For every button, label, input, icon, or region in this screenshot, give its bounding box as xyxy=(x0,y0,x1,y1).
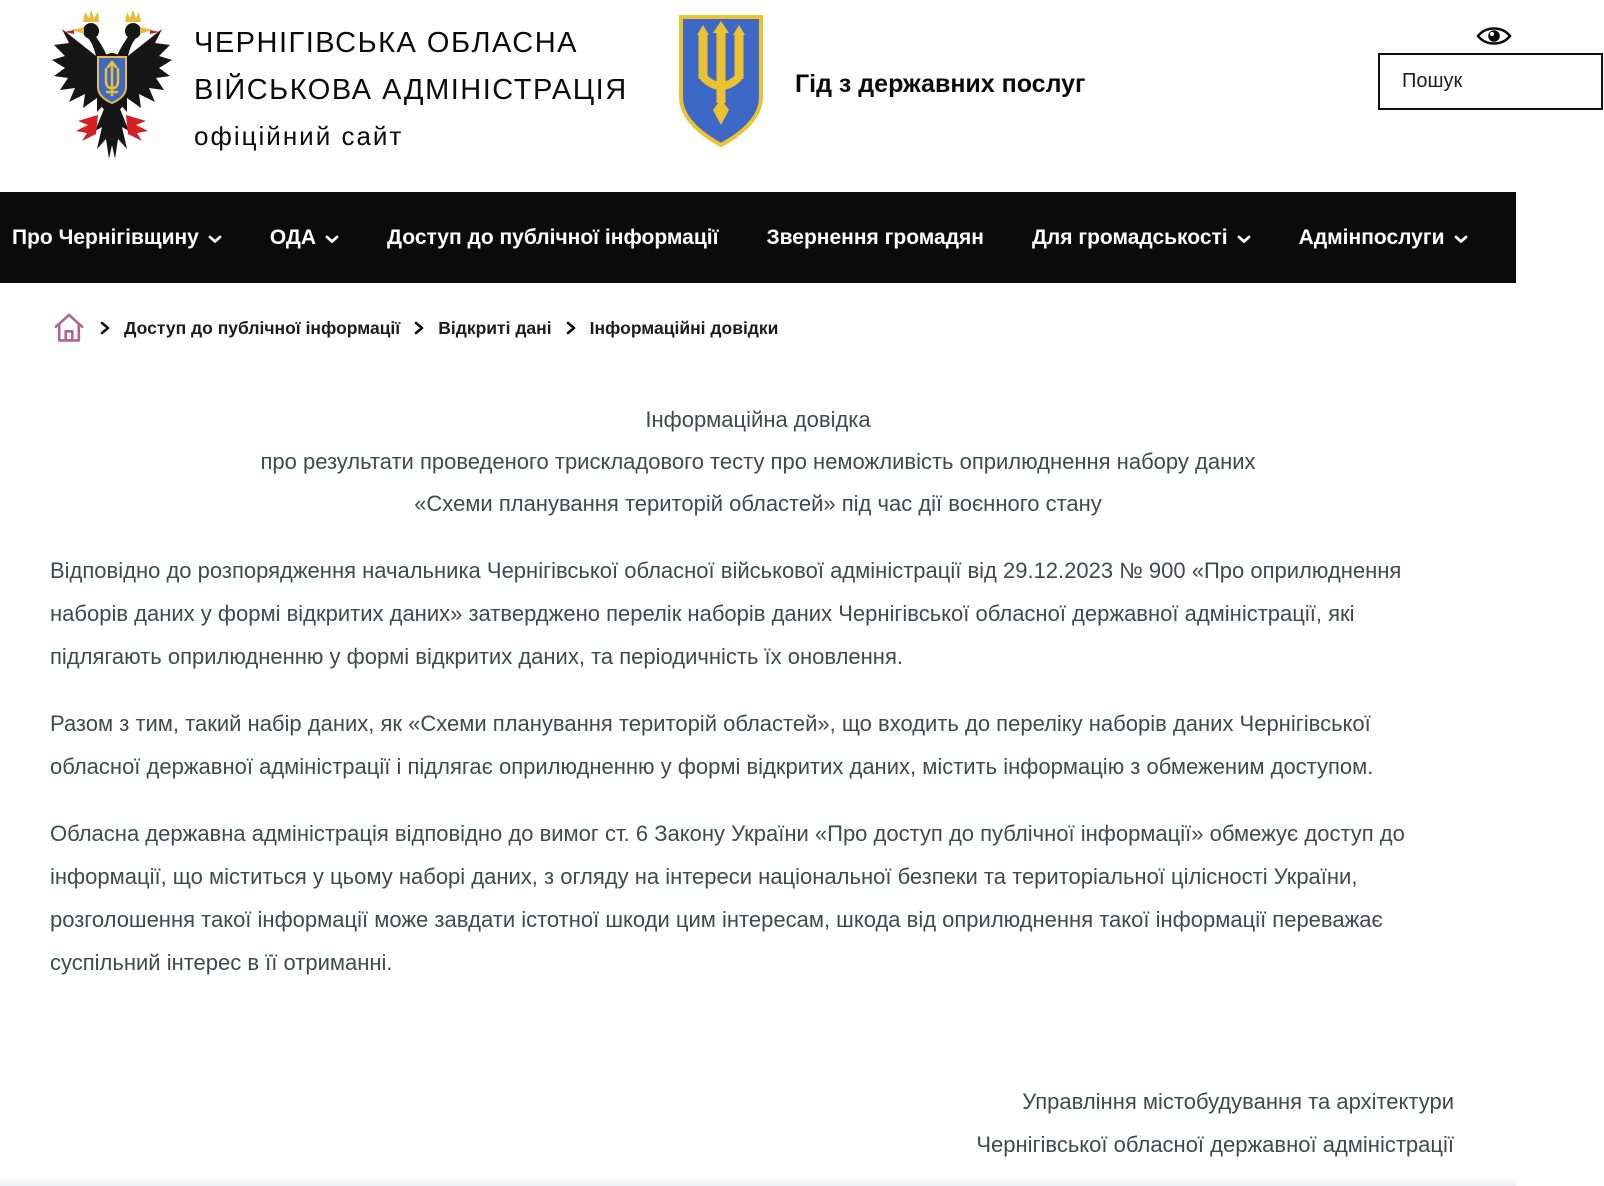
chevron-down-icon xyxy=(325,235,339,244)
home-icon[interactable] xyxy=(52,311,86,345)
site-title-line1: ЧЕРНІГІВСЬКА ОБЛАСНА xyxy=(194,27,578,59)
nav-item-public-information-access[interactable]: Доступ до публічної інформації xyxy=(387,225,719,249)
nav-item-admin-services[interactable]: Адмінпослуги xyxy=(1299,226,1468,250)
chevron-down-icon xyxy=(1454,235,1468,244)
nav-item-for-public[interactable]: Для громадськості xyxy=(1032,226,1251,250)
breadcrumb-information-notes[interactable]: Інформаційні довідки xyxy=(589,317,779,338)
nav-item-sectors[interactable]: Галузеві xyxy=(1515,225,1604,249)
article xyxy=(0,399,1516,1166)
chevron-right-icon xyxy=(566,321,576,335)
site-title-line2: ВІЙСЬКОВА АДМІНІСТРАЦІЯ xyxy=(194,74,628,106)
breadcrumb-open-data[interactable]: Відкриті дані xyxy=(438,317,552,338)
signature-line2: Чернігівської обласної державної адміністрації xyxy=(976,1132,1454,1157)
bottom-edge-divider xyxy=(0,1177,1516,1186)
article-paragraph-3: Обласна державна адміністрація відповідно до вимог ст. 6 Закону України «Про доступ до публічної інформації» обмежує доступ до інформації, що міститься у цьому наборі даних, з огляду на інтереси національної безпеки та територіальної цілісності України, розголошення такої інформації може завдати істотної шкоди цим інтересам, шкода від оприлюднення такої інформації переважає суспільний інтерес в її отриманні. xyxy=(50,821,1405,975)
breadcrumb xyxy=(0,283,1516,347)
ukraine-trident-emblem-icon xyxy=(676,12,766,150)
article-title xyxy=(50,399,1466,525)
chevron-down-icon xyxy=(1237,235,1251,244)
article-paragraph-2: Разом з тим, такий набір даних, як «Схеми планування територій областей», що входить до переліку наборів даних Чернігівської обласної державної адміністрації і підлягає оприлюдненню у формі відкритих даних, містить інформацію з обмеженим доступом. xyxy=(50,711,1374,779)
nav-item-pro-chernihivshchynu[interactable]: Про Чернігівщину xyxy=(12,226,222,250)
nav-item-oda[interactable]: ОДА xyxy=(270,226,339,250)
article-paragraph-1: Відповідно до розпорядження начальника Чернігівської обласної військової адміністрації від 29.12.2023 № 900 «Про оприлюднення наборів даних у формі відкритих даних» затверджено перелік наборів даних Чернігівської обласної державної адміністрації, які підлягають оприлюдненню у формі відкритих даних, та періодичність їх оновлення. xyxy=(50,558,1402,669)
chevron-right-icon xyxy=(100,321,110,335)
article-signature xyxy=(50,1080,1466,1166)
site-header xyxy=(0,0,1516,192)
chevron-right-icon xyxy=(414,321,424,335)
chernihiv-coat-of-arms-logo[interactable] xyxy=(52,6,172,168)
services-guide-link[interactable]: Гід з державних послуг xyxy=(795,70,1086,98)
chevron-down-icon xyxy=(208,235,222,244)
search-input[interactable] xyxy=(1380,55,1601,108)
accessibility-eye-icon[interactable] xyxy=(1476,23,1512,51)
signature-line1: Управління містобудування та архітектури xyxy=(1022,1089,1454,1114)
search-box xyxy=(1378,53,1603,110)
article-title-line2: про результати проведеного трискладового тесту про неможливість оприлюднення набору даних xyxy=(260,449,1256,474)
site-subtitle: офіційний сайт xyxy=(194,121,404,151)
article-title-line1: Інформаційна довідка xyxy=(645,407,871,432)
main-nav xyxy=(0,192,1604,283)
breadcrumb-public-information[interactable]: Доступ до публічної інформації xyxy=(124,317,401,338)
double-headed-eagle-icon xyxy=(52,6,172,168)
site-title xyxy=(194,20,628,114)
nav-item-citizen-appeals[interactable]: Звернення громадян xyxy=(766,225,984,249)
article-title-line3: «Схеми планування територій областей» під час дії воєнного стану xyxy=(414,491,1102,516)
